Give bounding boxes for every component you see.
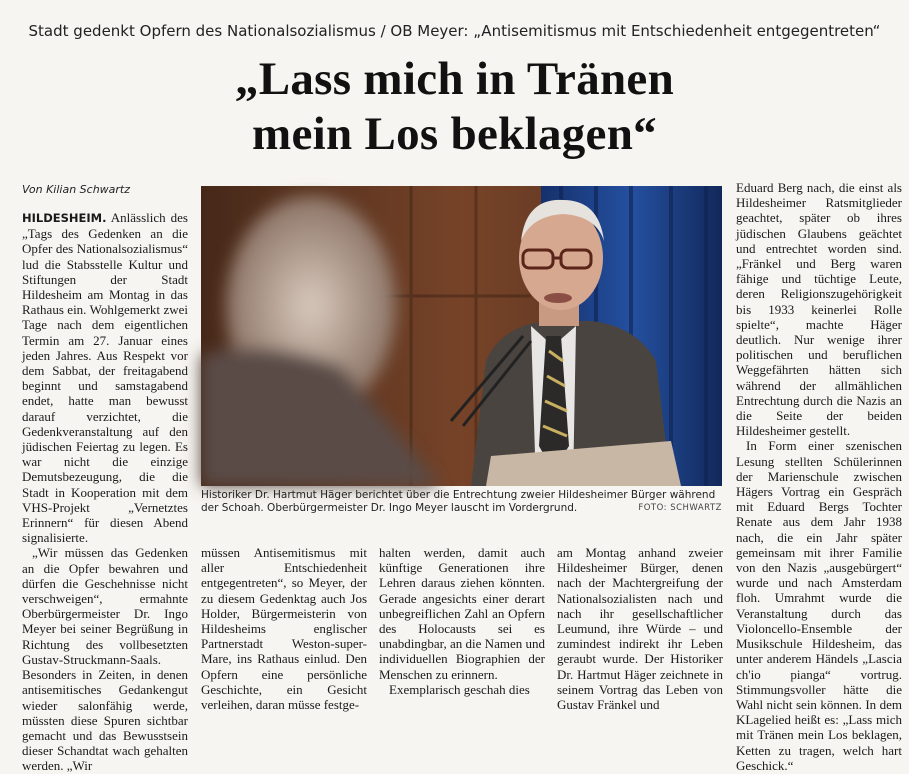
paragraph: Exemplarisch geschah dies: [389, 681, 530, 697]
dateline: HILDESHEIM.: [22, 211, 107, 225]
article-column-2: [201, 545, 367, 713]
lead-text: Anlässlich des „Tags des Gedenken an die Opfer des Nationalsozialismus“ lud die Stabsstelle Kultur und Stiftungen der Stadt Hildesheim am Montag in das Rathaus ein. Wohlgemerkt zwei Tage nach dem eigentlichen Termin am 27. Januar eines jeden Jahres. Aus Respekt vor dem Sabbat, der freitagabend beginnt und samstagabend endet, hatte man bewusst darauf verzichtet, die Gedenkveranstaltung auf den jüdischen Feiertag zu legen. Es war nicht die einzige Demutsbezeugung, die die Stadt in Kooperation mit dem VHS-Projekt „Vernetztes Erinnern“ für diesen Abend signalisierte.: [22, 210, 188, 546]
headline-line-1: „Lass mich in Tränen: [234, 53, 675, 105]
lead-paragraph: [22, 210, 188, 545]
kicker: Stadt gedenkt Opfern des Nationalsozialismus / OB Meyer: „Antisemitismus mit Entschiedenheit entgegentreten“: [28, 22, 881, 40]
article-column-1: [22, 210, 188, 774]
headline: [0, 52, 909, 162]
photo-credit: FOTO: SCHWARTZ: [638, 503, 722, 513]
article-photo: [201, 186, 722, 486]
article-column-5: [736, 180, 902, 773]
article-column-3: [379, 545, 545, 697]
speaker-photo-illustration: [201, 186, 722, 486]
paragraph: halten werden, damit auch künftige Generationen ihre Lehren daraus ziehen könnten. Gerade angesichts einer derart unbegreiflichen Zahl an Opfern des Holocausts sei es unabdingbar, an die Namen und individuellen Biographien der Menschen zu erinnern.: [379, 545, 545, 682]
byline: Von Kilian Schwartz: [22, 183, 131, 196]
caption-text: Historiker Dr. Hartmut Häger berichtet über die Entrechtung zweier Hildesheimer Bürger während der Schoah. Oberbürgermeister Dr. Ingo Meyer lauscht im Vordergrund.: [201, 489, 716, 514]
photo-caption: [201, 489, 722, 515]
paragraph: am Montag anhand zweier Hildesheimer Bürger, denen nach der Machtergreifung der Nationalsozialisten nach und nach ihr gesellschaftlicher Leumund, ihre Würde – und zumindest indirekt ihr Leben geraubt wurde. Der Historiker Dr. Hartmut Häger zeichnete in seinem Vortrag das Leben von Gustav Fränkel und: [557, 545, 723, 713]
paragraph: „Wir müssen das Gedenken an die Opfer bewahren und dürfen die Geschehnisse nicht verschweigen“, ermahnte Oberbürgermeister Dr. Ingo Meyer bei seiner Begrüßung in Richtung des vollbesetzten Gustav-Struckmann-Saals. Besonders in Zeiten, in denen antisemitisches Gedankengut wieder salonfähig werde, müssten diese Spuren sichtbar gemacht und das Bewusstsein dieser Schandtat wach gehalten werden. „Wir: [22, 545, 188, 774]
paragraph: In Form einer szenischen Lesung stellten Schülerinnen der Marienschule zwischen Hägers Vortrag ein Gespräch mit Eduard Bergs Tochter Renate aus dem Jahr 1938 nach, die ein Jahr später gemeinsam mit ihrer Familie von den Nazis „ausgebürgert“ wurde und nach Amsterdam floh. Umrahmt wurde die Veranstaltung durch das Violoncello-Ensemble der Musikschule Hildesheim, das unter anderem Händels „Lascia ch'io pianga“ vortrug. Stimmungsvoller hätte die Wahl nicht sein können. In dem KLagelied heißt es: „Lass mich mit Tränen mein Los beklagen, Ketten zu tragen, welch hart Geschick.“: [736, 438, 902, 773]
paragraph: müssen Antisemitismus mit aller Entschiedenheit entgegentreten“, so Meyer, der zu diesem Gedenktag auch Jos Holder, Bürgermeisterin von Hildesheims englischer Partnerstadt Weston-super-Mare, ins Rathaus einlud. Den Opfern eine persönliche Geschichte, ein Gesicht verleihen, daran müsse festge-: [201, 545, 367, 713]
headline-line-2: mein Los beklagen“: [252, 108, 657, 160]
paragraph: Eduard Berg nach, die einst als Hildesheimer Ratsmitglieder geachtet, später ob ihres jüdischen Glaubens geächtet und entrechtet worden sind. „Fränkel und Berg waren fähige und tüchtige Leute, deren Religionszugehörigkeit bis 1933 keinerlei Rolle spielte“, machte Häger deutlich. Nur wenige ihrer politischen und beruflichen Weggefährten hätten sich während der allmählichen Entrechtung durch die Nazis an die Seite der beiden Hildesheimer gestellt.: [736, 180, 902, 439]
article-column-4: [557, 545, 723, 713]
